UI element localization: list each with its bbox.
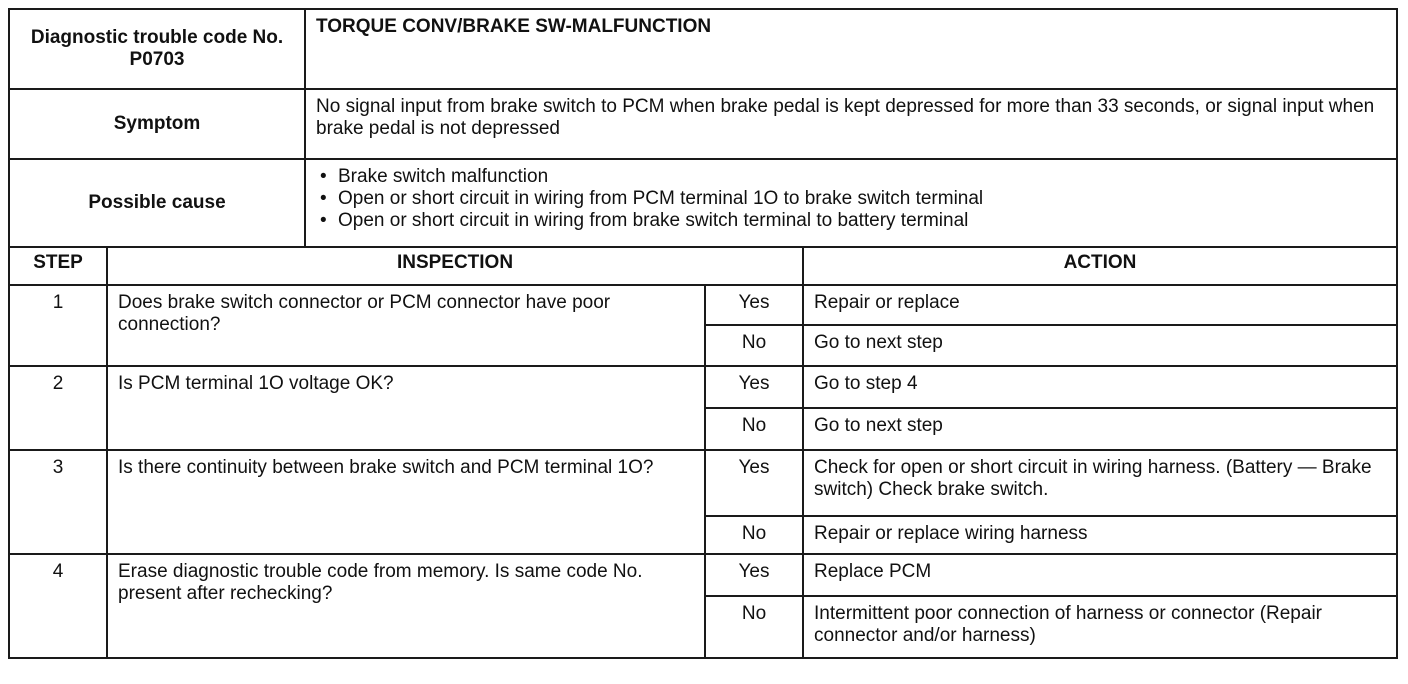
step-inspection: Is there continuity between brake switch and PCM terminal 1O? (107, 450, 705, 554)
cause-item: • Open or short circuit in wiring from brake switch terminal to battery terminal (338, 210, 1386, 232)
step-inspection: Does brake switch connector or PCM connector have poor connection? (107, 285, 705, 366)
cause-list (316, 166, 1386, 232)
no-action: Go to next step (803, 408, 1397, 450)
yes-action: Repair or replace (803, 285, 1397, 325)
dtc-row (9, 9, 1397, 89)
dtc-title: TORQUE CONV/BRAKE SW-MALFUNCTION (305, 9, 1397, 89)
no-label: No (705, 408, 803, 450)
step-number: 3 (9, 450, 107, 554)
no-label: No (705, 596, 803, 658)
column-header-row (9, 247, 1397, 285)
cause-label: Possible cause (9, 159, 305, 247)
no-action: Go to next step (803, 325, 1397, 366)
action-column-header: ACTION (803, 247, 1397, 285)
yes-action: Go to step 4 (803, 366, 1397, 408)
symptom-text: No signal input from brake switch to PCM when brake pedal is kept depressed for more than 33 seconds, or signal input when brake pedal is not depressed (305, 89, 1397, 159)
cause-row (9, 159, 1397, 247)
yes-label: Yes (705, 366, 803, 408)
step-inspection: Erase diagnostic trouble code from memory. Is same code No. present after rechecking? (107, 554, 705, 658)
no-label: No (705, 516, 803, 554)
diagnostic-sheet (8, 8, 1396, 659)
yes-action: Check for open or short circuit in wiring harness. (Battery — Brake switch) Check brake switch. (803, 450, 1397, 516)
step-2-yes-row (9, 366, 1397, 408)
cause-item: • Brake switch malfunction (338, 166, 1386, 188)
symptom-label: Symptom (9, 89, 305, 159)
step-4-yes-row (9, 554, 1397, 596)
step-3-yes-row (9, 450, 1397, 516)
dtc-label: Diagnostic trouble code No. P0703 (9, 9, 305, 89)
step-number: 4 (9, 554, 107, 658)
symptom-row (9, 89, 1397, 159)
cause-list-cell (305, 159, 1397, 247)
step-1-yes-row (9, 285, 1397, 325)
dtc-table (8, 8, 1398, 659)
yes-label: Yes (705, 554, 803, 596)
step-column-header: STEP (9, 247, 107, 285)
yes-label: Yes (705, 450, 803, 516)
no-label: No (705, 325, 803, 366)
inspection-column-header: INSPECTION (107, 247, 803, 285)
no-action: Intermittent poor connection of harness or connector (Repair connector and/or harness) (803, 596, 1397, 658)
cause-item: • Open or short circuit in wiring from PCM terminal 1O to brake switch terminal (338, 188, 1386, 210)
step-number: 2 (9, 366, 107, 450)
step-inspection: Is PCM terminal 1O voltage OK? (107, 366, 705, 450)
no-action: Repair or replace wiring harness (803, 516, 1397, 554)
yes-label: Yes (705, 285, 803, 325)
step-number: 1 (9, 285, 107, 366)
yes-action: Replace PCM (803, 554, 1397, 596)
